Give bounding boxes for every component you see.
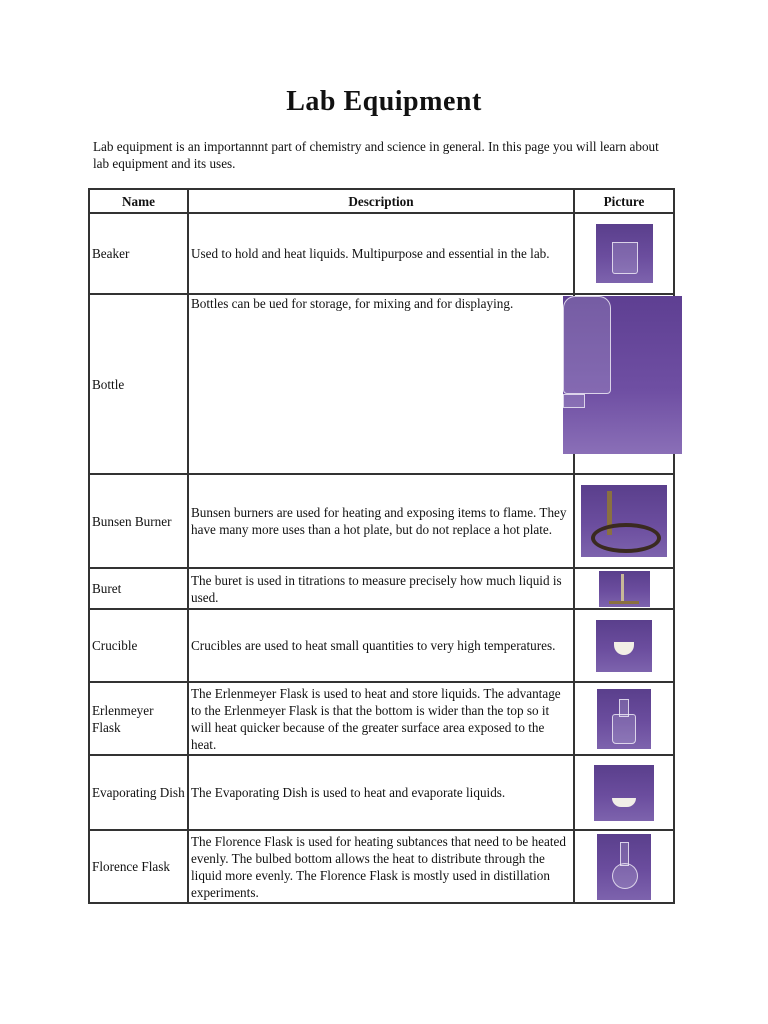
buret-photo — [599, 571, 650, 607]
header-picture: Picture — [574, 189, 674, 213]
beaker-photo — [596, 224, 653, 283]
table-row — [89, 213, 674, 294]
table-row — [89, 682, 674, 755]
row-name: Bottle — [89, 294, 188, 474]
row-description: The Erlenmeyer Flask is used to heat and store liquids. The advantage to the Erlenmeyer Flask is that the bottom is wider than the top so it will heat quicker because of the greater surface area exposed to the heat. — [188, 682, 574, 755]
row-description: The Evaporating Dish is used to heat and evaporate liquids. — [188, 755, 574, 830]
row-name: Evaporating Dish — [89, 755, 188, 830]
table-row — [89, 568, 674, 609]
row-name: Erlenmeyer Flask — [89, 682, 188, 755]
row-name: Bunsen Burner — [89, 474, 188, 568]
row-description: Bottles can be ued for storage, for mixing and for displaying. — [188, 294, 574, 474]
intro-paragraph: Lab equipment is an importannnt part of chemistry and science in general. In this page you will learn about lab equipment and its uses. — [93, 139, 659, 171]
table-row — [89, 474, 674, 568]
row-description: The Florence Flask is used for heating subtances that need to be heated evenly. The bulbed bottom allows the heat to distribute through the liquid more evenly. The Florence Flask is mostly used in distillation experiments. — [188, 830, 574, 903]
header-description: Description — [188, 189, 574, 213]
row-name: Florence Flask — [89, 830, 188, 903]
row-name: Buret — [89, 568, 188, 609]
bottle-photo — [563, 296, 682, 454]
evaporating-dish-photo — [594, 765, 654, 821]
row-description: Bunsen burners are used for heating and exposing items to flame. They have many more uses than a hot plate, but do not replace a hot plate. — [188, 474, 574, 568]
crucible-photo — [596, 620, 652, 672]
table-row — [89, 755, 674, 830]
row-description: Crucibles are used to heat small quantities to very high temperatures. — [188, 609, 574, 682]
table-row — [89, 294, 674, 474]
page-title: Lab Equipment — [286, 86, 482, 117]
florence-flask-photo — [597, 834, 651, 900]
row-name: Beaker — [89, 213, 188, 294]
equipment-table — [88, 188, 675, 904]
table-row — [89, 830, 674, 903]
bunsen-burner-photo — [581, 485, 667, 557]
table-row — [89, 609, 674, 682]
row-description: The buret is used in titrations to measure precisely how much liquid is used. — [188, 568, 574, 609]
row-name: Crucible — [89, 609, 188, 682]
erlenmeyer-flask-photo — [597, 689, 651, 749]
table-header-row — [89, 189, 674, 213]
header-name: Name — [89, 189, 188, 213]
row-description: Used to hold and heat liquids. Multipurpose and essential in the lab. — [188, 213, 574, 294]
